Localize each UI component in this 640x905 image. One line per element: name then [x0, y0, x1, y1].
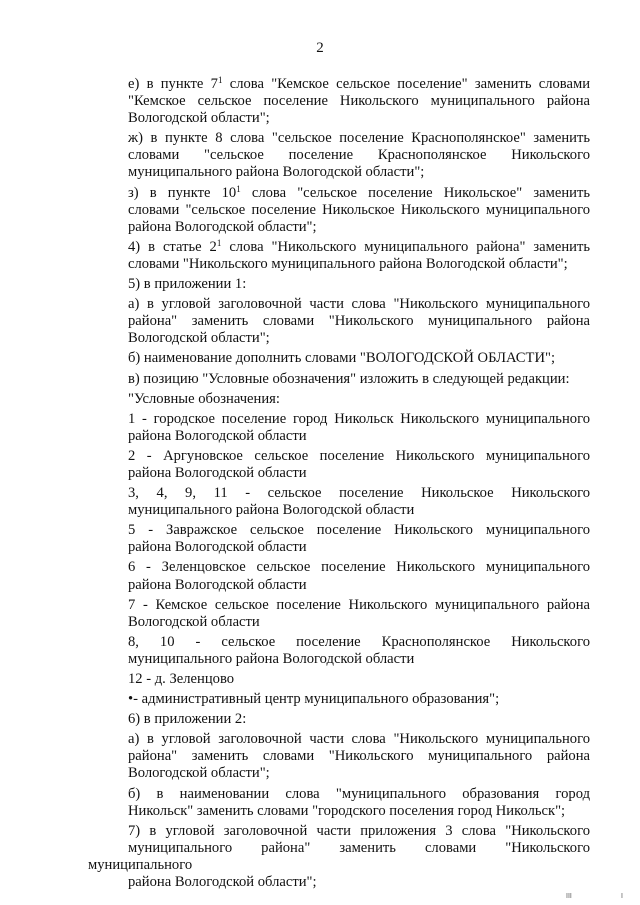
text-line: "Кемское сельское поселение Никольского муниципального района	[128, 93, 590, 110]
text-line: 6 - Зеленцовское сельское поселение Никольского муниципального	[128, 559, 590, 576]
text-line: Вологодской области	[128, 613, 260, 630]
legend-entry-12	[88, 671, 590, 688]
text-line: 7 - Кемское сельское поселение Никольского муниципального района	[128, 596, 590, 613]
paragraph-item-e	[88, 76, 590, 127]
legend-entry-6	[88, 559, 590, 593]
text-line: Вологодской области";	[128, 110, 270, 127]
text-line: Вологодской области";	[128, 765, 270, 782]
paragraph-item-zh	[88, 130, 590, 181]
text-line: 3, 4, 9, 11 - сельское поселение Никольское Никольского	[128, 485, 590, 502]
text-line: муниципального района Вологодской области";	[128, 164, 425, 181]
text-line: муниципального района" заменить словами "Никольского муниципального	[88, 839, 590, 873]
legend-entry-3-4-9-11	[88, 485, 590, 519]
paragraph-item-5	[88, 276, 590, 293]
paragraph-item-5v	[88, 371, 590, 388]
text-line: района Вологодской области";	[128, 218, 317, 235]
text-line: б) в наименовании слова "муниципального образования город	[128, 785, 590, 802]
paragraph-item-4	[88, 239, 590, 273]
text-line: е) в пункте $7^1$ слова "Кемское сельское поселение" заменить словами	[128, 75, 591, 92]
paragraph-item-6	[88, 711, 590, 728]
text-line: словами "Никольского муниципального района Вологодской области";	[128, 255, 568, 272]
text-line: а) в угловой заголовочной части слова "Никольского муниципального	[128, 731, 590, 748]
paragraph-item-5b	[88, 350, 590, 367]
text-line: 5) в приложении 1:	[128, 276, 247, 293]
text-line: 7) в угловой заголовочной части приложения 3 слова "Никольского	[128, 822, 590, 839]
page-number: 2	[316, 40, 324, 56]
legend-entry-7	[88, 597, 590, 631]
text-line: 4) в статье $2^1$ слова "Никольского муниципального района" заменить	[128, 237, 590, 255]
text-line: 6) в приложении 2:	[128, 711, 247, 728]
legend-entry-5	[88, 522, 590, 556]
text-line: а) в угловой заголовочной части слова "Никольского муниципального	[128, 296, 590, 313]
text-line: 1 - городское поселение город Никольск Никольского муниципального	[128, 410, 590, 427]
paragraph-item-z	[88, 185, 590, 236]
text-line: района" заменить словами "Никольского муниципального района	[128, 313, 590, 330]
text-line: словами "сельское поселение Краснополянское Никольского	[128, 147, 590, 164]
legend-entry-admin-center	[88, 691, 590, 708]
text-line: "Условные обозначения:	[128, 390, 280, 407]
text-line: муниципального района Вологодской области	[128, 502, 415, 519]
text-line: 2 - Аргуновское сельское поселение Никольского муниципального	[128, 447, 590, 464]
text-line: 8, 10 - сельское поселение Краснополянское Никольского	[128, 633, 590, 650]
text-line: района Вологодской области	[128, 427, 307, 444]
legend-entry-2	[88, 448, 590, 482]
text-line: района" заменить словами "Никольского муниципального района	[128, 748, 590, 765]
text-line: б) наименование дополнить словами "ВОЛОГОДСКОЙ ОБЛАСТИ";	[128, 350, 555, 367]
text-line: района Вологодской области	[128, 539, 307, 556]
document-body	[88, 76, 590, 891]
text-line: района Вологодской области	[128, 576, 307, 593]
paragraph-item-5a	[88, 296, 590, 347]
text-line: района Вологодской области";	[128, 874, 317, 891]
text-line: района Вологодской области	[128, 464, 307, 481]
text-line: в) позицию "Условные обозначения" изложить в следующей редакции:	[128, 370, 570, 387]
footer-scan-mark: III	[566, 893, 572, 900]
text-line: словами "сельское поселение Никольское Никольского муниципального	[128, 201, 590, 218]
text-line: муниципального района Вологодской области	[128, 650, 415, 667]
text-line: Никольск" заменить словами "городского поселения город Никольск";	[128, 802, 566, 819]
text-line: •- административный центр муниципального образования";	[128, 691, 500, 708]
text-line: з) в пункте $10^1$ слова "сельское поселение Никольское" заменить	[128, 183, 590, 201]
paragraph-item-6a	[88, 731, 590, 782]
legend-heading	[88, 391, 590, 408]
text-line: 5 - Завражское сельское поселение Никольского муниципального	[128, 522, 590, 539]
paragraph-item-7	[88, 823, 590, 891]
footer-scan-mark: I	[621, 893, 623, 900]
text-line: ж) в пункте 8 слова "сельское поселение Краснополянское" заменить	[128, 130, 590, 147]
text-line: 12 - д. Зеленцово	[128, 671, 235, 687]
legend-entry-8-10	[88, 634, 590, 668]
text-line: Вологодской области";	[128, 330, 270, 347]
legend-entry-1	[88, 411, 590, 445]
paragraph-item-6b	[88, 786, 590, 820]
